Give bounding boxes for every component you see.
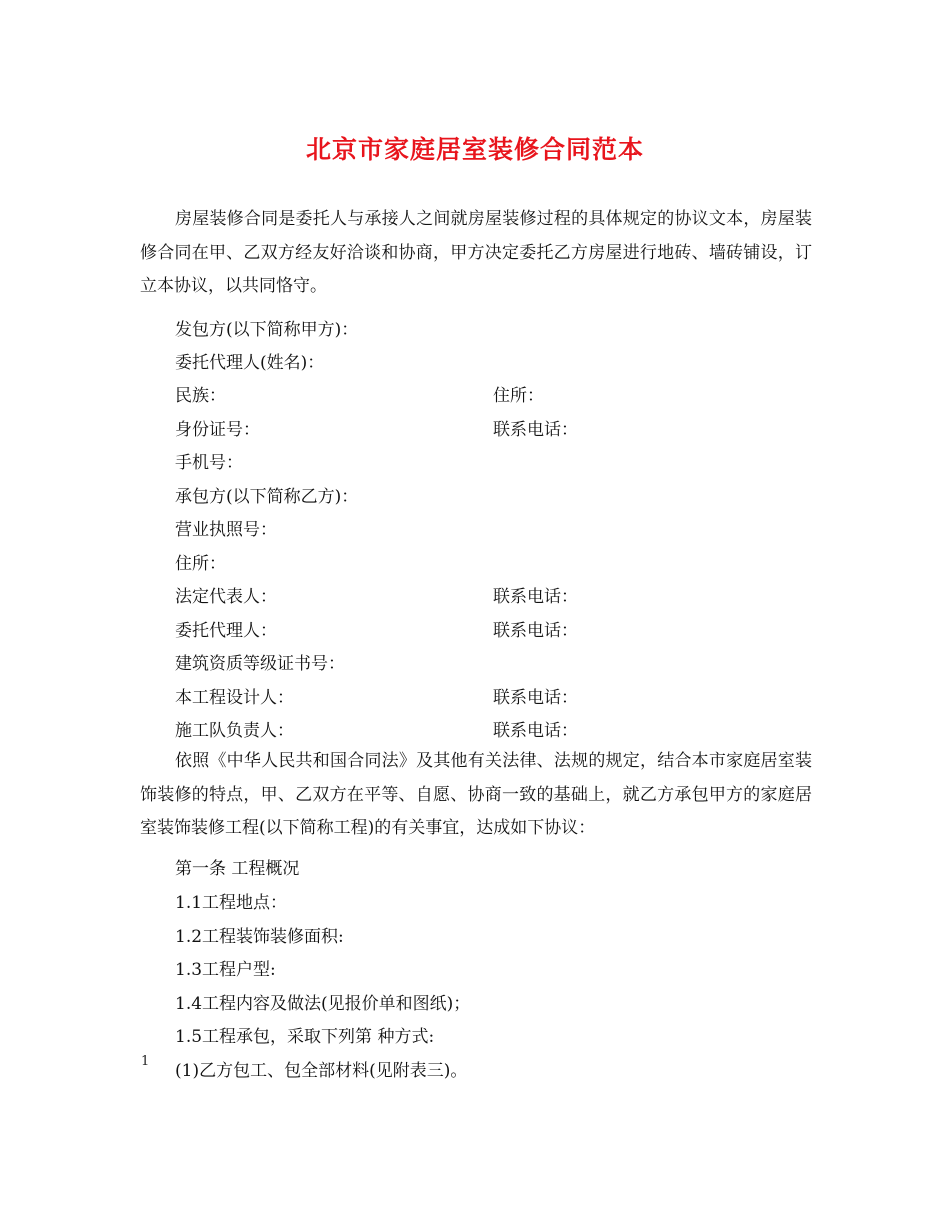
field-qualification: 建筑资质等级证书号： — [175, 654, 345, 674]
field-id-number: 身份证号： — [175, 420, 260, 440]
article-item: (1)乙方包工、包全部材料(见附表三)。 — [175, 1061, 468, 1081]
article-item: 1.1工程地点： — [175, 893, 288, 913]
article-item: 1.3工程户型: — [175, 960, 276, 980]
field-license-no: 营业执照号： — [175, 520, 277, 540]
field-designer-phone: 联系电话： — [493, 688, 578, 708]
field-agent-b-phone: 联系电话： — [493, 621, 578, 641]
field-team-leader: 施工队负责人： — [175, 721, 294, 741]
field-agent-b: 委托代理人： — [175, 621, 277, 641]
field-designer: 本工程设计人： — [175, 688, 294, 708]
article-heading: 第一条 工程概况 — [175, 859, 300, 879]
intro-paragraph: 房屋装修合同是委托人与承接人之间就房屋装修过程的具体规定的协议文本，房屋装修合同在甲、乙双方经友好洽谈和协商，甲方决定委托乙方房屋进行地砖、墙砖铺设，订立本协议，以共同恪守。 — [140, 209, 812, 296]
document-title: 北京市家庭居室装修合同范本 — [305, 135, 644, 164]
article-item: 1.4工程内容及做法(见报价单和图纸)； — [175, 994, 471, 1014]
field-mobile: 手机号： — [175, 453, 243, 473]
field-agent-name: 委托代理人(姓名)： — [175, 353, 325, 373]
field-party-a: 发包方(以下简称甲方)： — [175, 320, 359, 340]
article-item: 1.5工程承包，采取下列第 种方式: — [175, 1027, 435, 1047]
field-team-leader-phone: 联系电话： — [493, 721, 578, 741]
field-legal-rep-phone: 联系电话： — [493, 587, 578, 607]
basis-paragraph: 依照《中华人民共和国合同法》及其他有关法律、法规的规定，结合本市家庭居室装饰装修的特点，甲、乙双方在平等、自愿、协商一致的基础上，就乙方承包甲方的家庭居室装饰装修工程(以下简称工程)的有关事宜，达成如下协议： — [140, 751, 812, 838]
field-legal-rep: 法定代表人： — [175, 587, 277, 607]
field-address-a: 住所： — [493, 386, 544, 406]
article-item: 1.2工程装饰装修面积: — [175, 927, 344, 947]
page-number: 1 — [141, 1054, 150, 1069]
field-phone-a: 联系电话： — [493, 420, 578, 440]
field-address-b: 住所： — [175, 554, 226, 574]
field-ethnicity: 民族： — [175, 386, 226, 406]
field-party-b: 承包方(以下简称乙方)： — [175, 487, 359, 507]
